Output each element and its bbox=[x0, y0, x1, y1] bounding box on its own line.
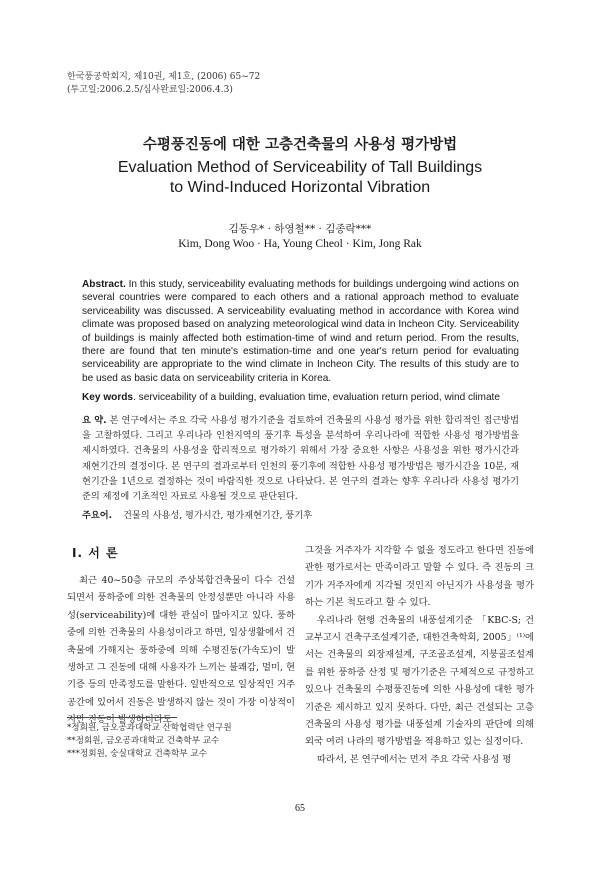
section-heading: I. 서 론 bbox=[72, 546, 119, 560]
title-english-line2: to Wind-Induced Horizontal Vibration bbox=[169, 179, 431, 196]
authors-english: Kim, Dong Woo · Ha, Young Cheol · Kim, Jong Rak bbox=[178, 238, 422, 250]
korean-keywords-text: 건물의 사용성, 평가시간, 평가재현기간, 풍기후 bbox=[123, 510, 313, 521]
intro-paragraph-1: 최근 40~50층 규모의 주상복합건축물이 다수 건설되면서 풍하중에 의한 건축물의 안정성뿐만 아니라 사용성(serviceability)에 대한 관심이 많아지고 있다. 풍하중에 의한 건축물의 사용성이라고 하면, 일상생활에서 건축물에 가해지는 풍하중에 의해 수평진동(가속도)이 발생하고 그 진동에 대해 사용자가 느끼는 불쾌감, 멀미, 현기증 등의 만족정도를 말한다. 일반적으로 일상적인 거주공간에 있어서 진동은 발생하지 않는 것이 가장 이상적이지만 진동이 발생하더라도 bbox=[67, 575, 295, 726]
summary-label: 요 약. bbox=[82, 415, 107, 426]
abstract-label: Abstract. bbox=[82, 279, 126, 290]
page-number: 65 bbox=[295, 803, 305, 814]
footnote-divider bbox=[67, 717, 177, 718]
abstract-text: In this study, serviceability evaluating methods for buildings undergoing wind actions on several countries were compared to each others and a rational approach method to evaluate serviceability was discussed. A serviceability evaluating method in accordance with Korea wind climate was proposed based on analyzing meteorological wind data in Incheon City. Serviceability of buildings is mainly affected both estimation-time of wind and return period. From the results, there are found that ten minute's estimation-time and one year's return period for evaluating serviceability are appropriate to the wind climate in Incheon City. The results of this study are to be used as basic data on serviceability criteria in Korea. bbox=[82, 279, 519, 384]
abstract bbox=[82, 278, 519, 385]
footnotes bbox=[67, 722, 232, 762]
intro-paragraph-2: 그것을 거주자가 지각할 수 없을 정도라고 한다면 진동에 관한 평가로서는 만족이라고 말할 수 있다. 즉 진동의 크기가 거주자에게 지각될 것인지 아닌지가 사용성을 평가하는 기본 척도라고 할 수 있다. bbox=[305, 545, 534, 609]
keywords-text: . serviceability of a building, evaluation time, evaluation return period, wind climate bbox=[133, 392, 500, 403]
korean-keywords bbox=[82, 507, 312, 521]
title-korean: 수평풍진동에 대한 고층건축물의 사용성 평가방법 bbox=[142, 137, 458, 153]
right-column bbox=[305, 542, 534, 768]
footnote-1: *정회원, 금오공과대학교 산학협력단 연구원 bbox=[67, 723, 232, 733]
journal-header bbox=[67, 71, 260, 97]
korean-summary bbox=[82, 413, 519, 504]
footnote-2: **정회원, 금오공과대학교 건축학부 교수 bbox=[67, 736, 220, 747]
authors-korean: 김동우* · 하영철** · 김종락*** bbox=[228, 223, 372, 235]
summary-text: 본 연구에서는 주요 각국 사용성 평가기준을 검토하여 건축물의 사용성 평가를 위한 합리적인 접근방법을 고찰하였다. 그리고 우리나라 인천지역의 풍기후 특성을 분석하여 우리나라에 적합한 사용성 평가방법을 제시하였다. 건축물의 사용성을 합리적으로 평가하기 위해서 가장 중요한 사항은 사용성을 위한 평가시간과 재현기간의 결정이다. 본 연구의 결과로부터 인천의 풍기후에 적합한 사용성 평가방법은 평가시간을 10분, 재현기간을 1년으로 결정하는 것이 바람직한 것으로 나타났다. 본 연구의 결과는 향후 우리나라 사용성 평가기준의 제정에 기초적인 자료로 사용될 것으로 판단된다. bbox=[82, 415, 519, 503]
intro-paragraph-4: 따라서, 본 연구에서는 먼저 주요 각국 사용성 평 bbox=[317, 753, 512, 765]
footnote-3: ***정회원, 숭실대학교 건축학부 교수 bbox=[67, 749, 208, 760]
journal-citation: 한국풍공학회지, 제10권, 제1호, (2006) 65~72 bbox=[67, 72, 261, 82]
left-column bbox=[67, 572, 295, 729]
korean-keywords-label: 주요어. bbox=[82, 510, 113, 521]
keywords-label: Key words bbox=[82, 392, 134, 403]
keywords bbox=[82, 391, 519, 404]
title-english bbox=[0, 158, 600, 198]
intro-paragraph-3: 우리나라 현행 건축물의 내풍설계기준 「KBC-S; 건교부고시 건축구조설계기준, 대한건축학회, 2005」⁽¹⁾에서는 건축물의 외장재설계, 구조골조설계, 지붕골조설계를 위한 풍하중 산정 및 평가기준은 구체적으로 규정하고 있으나 건축물의 수평풍진동에 의한 사용성에 대한 평가기준은 제시하고 있지 못하다. 다만, 최근 건설되는 고층건축물의 사용성 평가를 내풍설계 기술자의 판단에 의해 외국 여러 나라의 평가방법을 적용하고 있는 실정이다. bbox=[305, 614, 534, 748]
title-english-line1: Evaluation Method of Serviceability of Tall Buildings bbox=[117, 159, 483, 176]
submission-dates: (투고일:2006.2.5/심사완료일:2006.4.3) bbox=[67, 85, 233, 95]
